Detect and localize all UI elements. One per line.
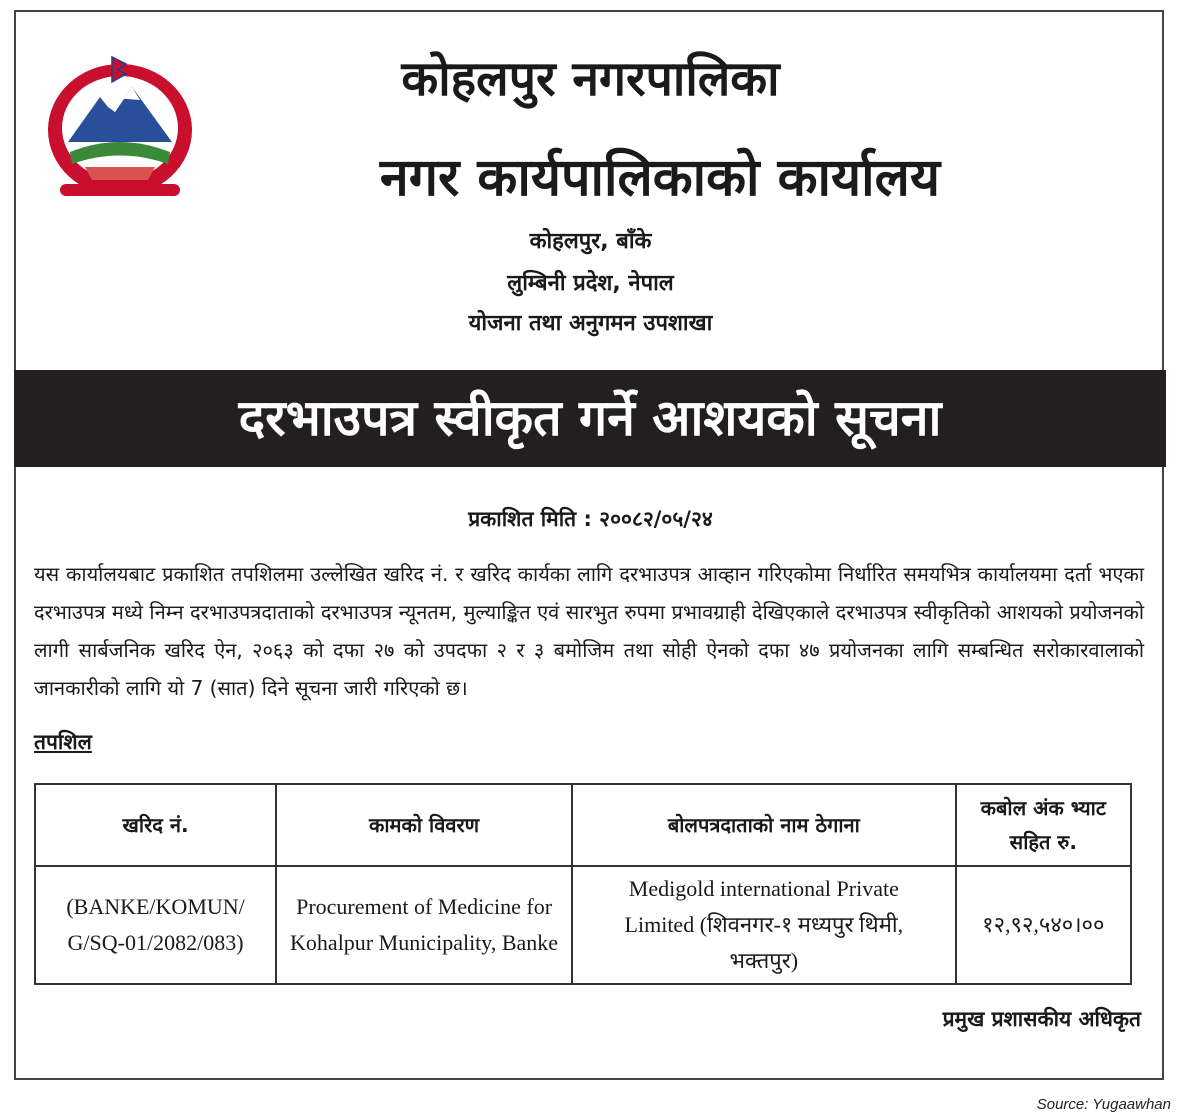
published-date: प्रकाशित मिति : २००८२/०५/२४ — [468, 507, 713, 531]
notice-title-banner: दरभाउपत्र स्वीकृत गर्ने आशयको सूचना — [14, 370, 1166, 467]
schedule-label: तपशिल — [34, 730, 92, 754]
address-line-2: लुम्बिनी प्रदेश, नेपाल — [507, 271, 674, 296]
bid-table — [34, 783, 1132, 985]
municipality-name: कोहलपुर नगरपालिका — [401, 51, 780, 107]
cell-procurement-no: (BANKE/KOMUN/ G/SQ-01/2082/083) — [35, 866, 276, 984]
address-line-1: कोहलपुर, बाँके — [529, 229, 652, 254]
table-row — [35, 866, 1131, 984]
header-bid-amount: कबोल अंक भ्याट सहित रु. — [956, 784, 1131, 866]
signatory: प्रमुख प्रशासकीय अधिकृत — [942, 1007, 1141, 1031]
notice-body: यस कार्यालयबाट प्रकाशित तपशिलमा उल्लेखित खरिद नं. र खरिद कार्यका लागि दरभाउपत्र आव्हान गरिएकोमा निर्धारित समयभित्र कार्यालयमा दर्ता भएका दरभाउपत्र मध्ये निम्न दरभाउपत्रदाताको दरभाउपत्र न्यूनतम, मुल्याङ्कित एवं सारभुत रुपमा प्रभावग्राही देखिएकाले दरभाउपत्र स्वीकृतिको आशयको प्रयोजनको लागी सार्बजनिक खरिद ऐन, २०६३ को दफा २७ को उपदफा २ र ३ बमोजिम तथा सोही ऐनको दफा ४७ प्रयोजनका लागि सम्बन्धित सरोकारवालाको जानकारीको लागि यो 7 (सात) दिने सूचना जारी गरिएको छ। — [34, 562, 1144, 700]
cell-bidder: Medigold international Private Limited (शिवनगर-१ मध्यपुर थिमी, भक्तपुर) — [572, 866, 956, 984]
header-work-description: कामको विवरण — [276, 784, 572, 866]
header-procurement-no: खरिद नं. — [35, 784, 276, 866]
cell-bid-amount: १२,९२,५४०।०० — [956, 866, 1131, 984]
header-bidder-name-address: बोलपत्रदाताको नाम ठेगाना — [572, 784, 956, 866]
source-credit: Source: Yugaawhan — [1036, 1096, 1171, 1113]
table-header-row — [35, 784, 1131, 866]
office-name: नगर कार्यपालिकाको कार्यालय — [379, 148, 941, 208]
cell-work-description: Procurement of Medicine for Kohalpur Municipality, Banke — [276, 866, 572, 984]
section-name: योजना तथा अनुगमन उपशाखा — [468, 311, 713, 336]
